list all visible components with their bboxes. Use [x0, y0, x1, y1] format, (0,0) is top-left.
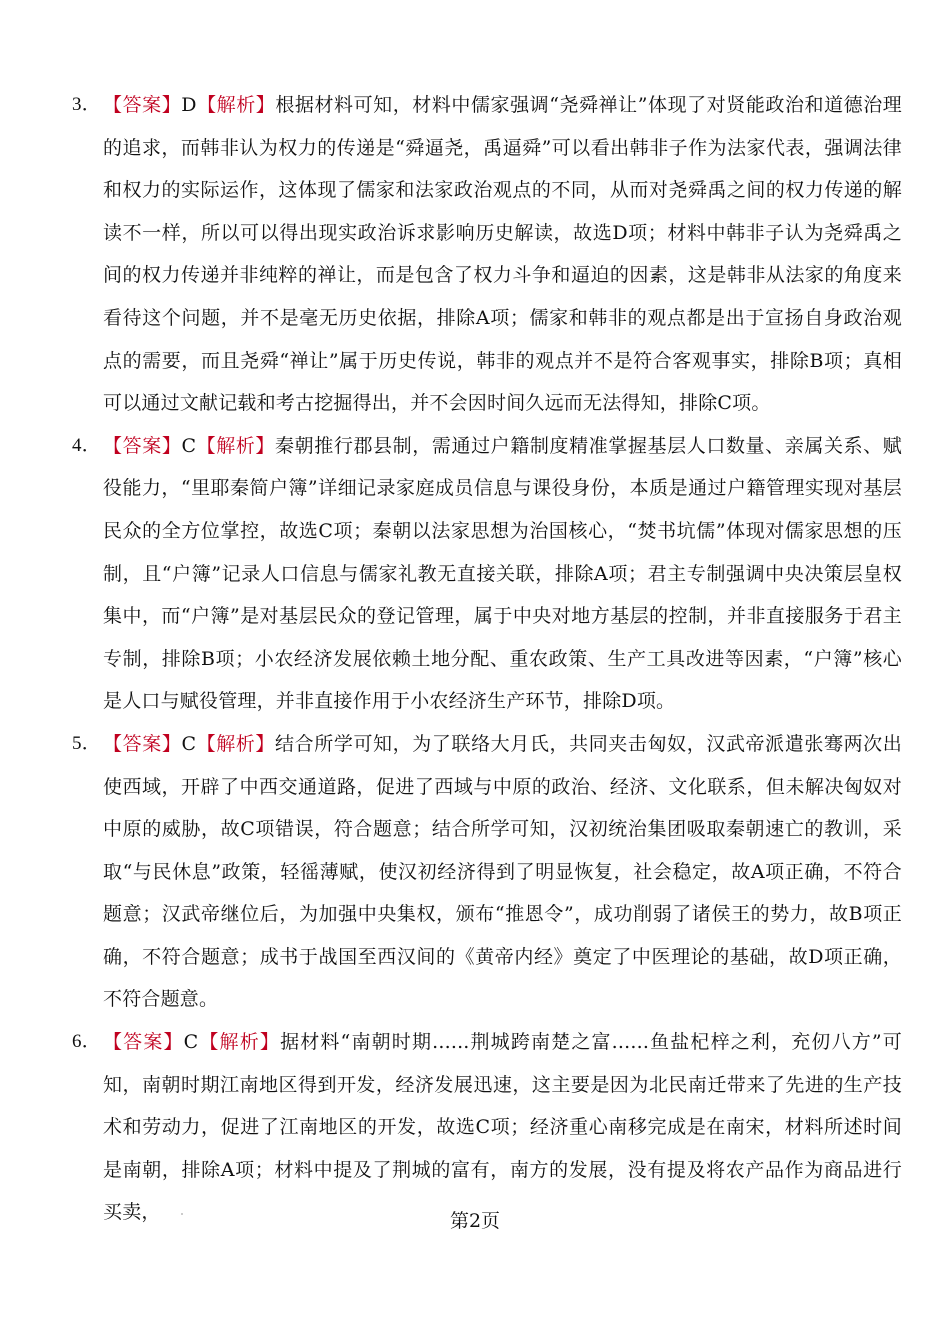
item-number: 5．	[72, 732, 101, 754]
item-number: 4．	[72, 434, 101, 456]
answer-list	[72, 84, 902, 1234]
answer-tag: 【答案】	[103, 732, 182, 755]
analysis-text: 结合所学可知，为了联络大月氏，共同夹击匈奴，汉武帝派遣张骞两次出使西域，开辟了中西交通道路，促进了西域与中原的政治、经济、文化联系，但未解决匈奴对中原的威胁，故C项错误，符合题意；结合所学可知，汉初统治集团吸取秦朝速亡的教训，采取“与民休息”政策，轻徭薄赋，使汉初经济得到了明显恢复，社会稳定，故A项正确，不符合题意；汉武帝继位后，为加强中央集权，颁布“推恩令”，成功削弱了诸侯王的势力，故B项正确，不符合题意；成书于战国至西汉间的《黄帝内经》奠定了中医理论的基础，故D项正确，不符合题意。	[103, 732, 902, 1011]
answer-item-3	[72, 84, 902, 425]
page-number: 第2页	[449, 1210, 501, 1232]
answer-letter: C	[181, 732, 197, 755]
answer-letter: C	[181, 434, 197, 457]
answer-tag: 【答案】	[103, 1031, 184, 1054]
answer-letter: D	[181, 94, 197, 116]
analysis-text: 根据材料可知，材料中儒家强调“尧舜禅让”体现了对贤能政治和道德治理的追求，而韩非认为权力的传递是“舜逼尧，禹逼舜”可以看出韩非子作为法家代表，强调法律和权力的实际运作，这体现了儒家和法家政治观点的不同，从而对尧舜禹之间的权力传递的解读不一样，所以可以得出现实政治诉求影响历史解读，故选D项；材料中韩非子认为尧舜禹之间的权力传递并非纯粹的禅让，而是包含了权力斗争和逼迫的因素，这是韩非从法家的角度来看待这个问题，并不是毫无历史依据，排除A项；儒家和韩非的观点都是出于宣扬自身政治观点的需要，而且尧舜“禅让”属于历史传说，韩非的观点并不是符合客观事实，排除B项；真相可以通过文献记载和考古挖掘得出，并不会因时间久远而无法得知，排除C项。	[103, 94, 902, 415]
answer-item-6	[72, 1021, 902, 1234]
answer-item-4	[72, 425, 902, 723]
analysis-text: 秦朝推行郡县制，需通过户籍制度精准掌握基层人口数量、亲属关系、赋役能力，“里耶秦简户簿”详细记录家庭成员信息与课役身份，本质是通过户籍管理实现对基层民众的全方位掌控，故选C项；秦朝以法家思想为治国核心，“焚书坑儒”体现对儒家思想的压制，且“户簿”记录人口信息与儒家礼教无直接关联，排除A项；君主专制强调中央决策层皇权集中，而“户簿”是对基层民众的登记管理，属于中央对地方基层的控制，并非直接服务于君主专制，排除B项；小农经济发展依赖土地分配、重农政策、生产工具改进等因素，“户簿”核心是人口与赋役管理，并非直接作用于小农经济生产环节，排除D项。	[103, 434, 902, 713]
analysis-text: 据材料“南朝时期......荆城跨南楚之富......鱼盐杞梓之利，充仞八方”可知，南朝时期江南地区得到开发，经济发展迅速，这主要是因为北民南迁带来了先进的生产技术和劳动力，促进了江南地区的开发，故选C项；经济重心南移完成是在南宋，材料所述时间是南朝，排除A项；材料中提及了荆城的富有，南方的发展，没有提及将农产品作为商品进行买卖，	[103, 1031, 902, 1224]
answer-tag: 【答案】	[103, 434, 182, 457]
answer-tag: 【答案】	[103, 94, 182, 116]
analysis-tag: 【解析】	[196, 434, 276, 457]
analysis-tag: 【解析】	[196, 732, 276, 755]
answer-item-5	[72, 723, 902, 1021]
item-number: 3．	[72, 94, 101, 115]
analysis-tag: 【解析】	[198, 1031, 281, 1054]
answer-letter: C	[183, 1031, 199, 1054]
analysis-tag: 【解析】	[196, 94, 276, 116]
item-number: 6．	[72, 1031, 101, 1053]
